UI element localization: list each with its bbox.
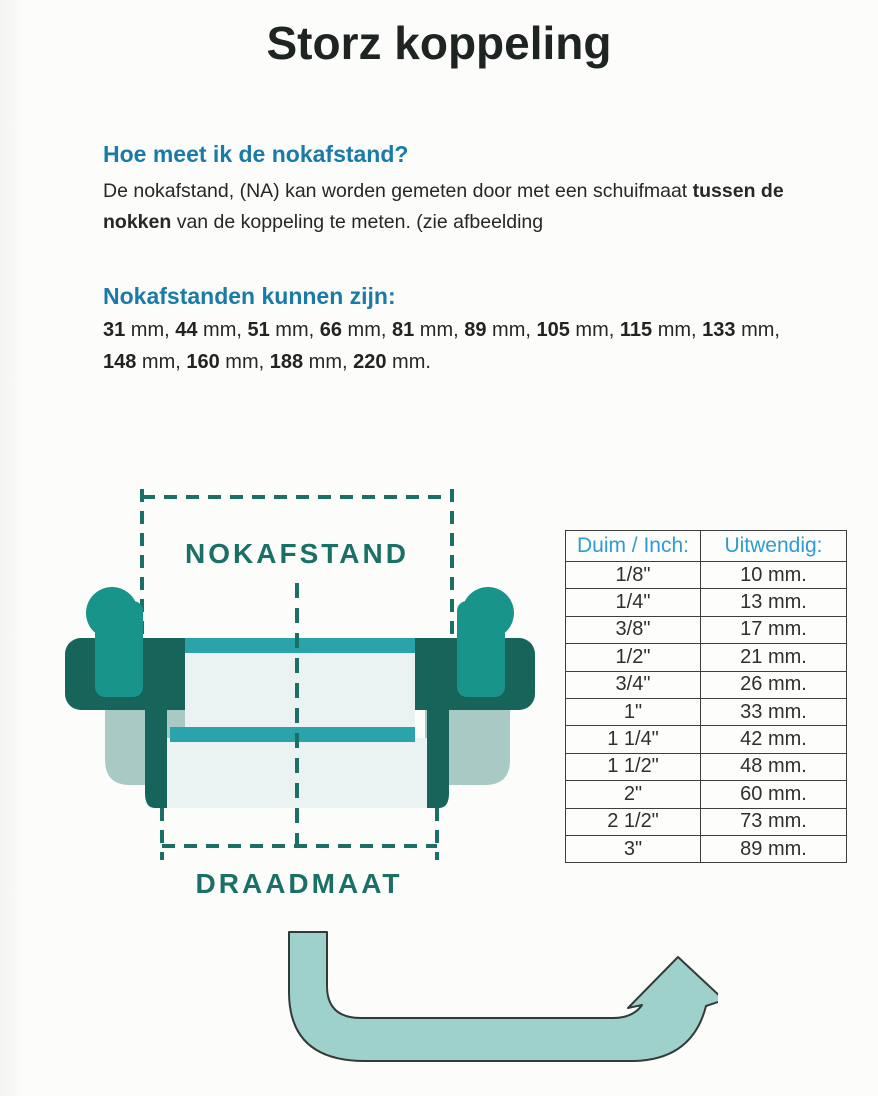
distance-value: 220 (353, 351, 387, 374)
coupling-diagram-svg (55, 475, 545, 905)
cell-uitwendig: 42 mm. (701, 726, 847, 753)
cell-duim-inch: 1/8" (566, 562, 701, 589)
cell-duim-inch: 1" (566, 698, 701, 725)
cell-uitwendig: 13 mm. (701, 589, 847, 616)
distance-value: 148 (103, 351, 137, 374)
cell-duim-inch: 3/4" (566, 671, 701, 698)
table-row (566, 616, 847, 643)
table-row (566, 589, 847, 616)
distance-value: 66 (319, 319, 342, 341)
distance-value: 105 (536, 319, 570, 341)
cell-uitwendig: 33 mm. (701, 698, 847, 725)
cell-duim-inch: 3" (566, 835, 701, 862)
table-row (566, 726, 847, 753)
column-header-uitwendig: Uitwendig: (701, 531, 847, 562)
distance-values-list: 31 mm, 44 mm, 51 mm, 66 mm, 81 mm, 89 mm, 105 mm, 115 mm, 133 mm, 148 mm, 160 mm, 188 mm, 220 mm. (103, 319, 780, 374)
paragraph-text-pre: De nokafstand, (NA) kan worden gemeten door met een schuifmaat (103, 180, 693, 202)
distance-value: 51 (247, 319, 270, 341)
curved-arrow-shape (289, 932, 718, 1061)
table-row (566, 808, 847, 835)
cell-uitwendig: 60 mm. (701, 781, 847, 808)
paragraph-text-bold: tussen de nokken (103, 180, 784, 233)
distance-value: 31 (103, 319, 126, 341)
size-conversion-table (565, 530, 847, 863)
section-heading-how-to-measure: Hoe meet ik de nokafstand? (103, 141, 409, 167)
cell-duim-inch: 1/2" (566, 644, 701, 671)
coupling-body (65, 587, 535, 808)
distance-value: 81 (392, 319, 415, 341)
how-to-measure-paragraph (103, 176, 793, 238)
distance-value: 89 (464, 319, 487, 341)
section-heading-distances: Nokafstanden kunnen zijn: (103, 283, 396, 309)
cell-uitwendig: 21 mm. (701, 644, 847, 671)
cell-duim-inch: 2" (566, 781, 701, 808)
table-row (566, 835, 847, 862)
table-row (566, 698, 847, 725)
cell-duim-inch: 1 1/2" (566, 753, 701, 780)
cell-uitwendig: 26 mm. (701, 671, 847, 698)
table-row (566, 671, 847, 698)
table-row (566, 781, 847, 808)
distance-value: 44 (175, 319, 198, 341)
cell-uitwendig: 48 mm. (701, 753, 847, 780)
cell-uitwendig: 17 mm. (701, 616, 847, 643)
cell-uitwendig: 73 mm. (701, 808, 847, 835)
page-title: Storz koppeling (266, 17, 612, 69)
cell-duim-inch: 2 1/2" (566, 808, 701, 835)
paragraph-text-post: van de koppeling te meten. (zie afbeelding (171, 210, 544, 233)
cell-uitwendig: 89 mm. (701, 835, 847, 862)
distance-value: 160 (186, 351, 220, 374)
distance-value: 188 (269, 351, 304, 374)
table-row (566, 753, 847, 780)
distance-value: 115 (619, 319, 653, 341)
coupling-thread (167, 738, 437, 808)
column-header-duim-inch: Duim / Inch: (566, 531, 701, 562)
cell-uitwendig: 10 mm. (701, 562, 847, 589)
distance-value: 133 (702, 319, 736, 341)
draadmaat-dashed-box (162, 808, 437, 860)
flow-arrow-svg (283, 924, 718, 1082)
table-header-row (566, 531, 847, 562)
table-row (566, 644, 847, 671)
cell-duim-inch: 3/8" (566, 616, 701, 643)
coupling-diagram (55, 475, 545, 905)
table-row (566, 562, 847, 589)
cell-duim-inch: 1 1/4" (566, 726, 701, 753)
flow-arrow (283, 924, 718, 1082)
draadmaat-label: DRAADMAAT (195, 868, 403, 899)
cell-duim-inch: 1/4" (566, 589, 701, 616)
nokafstand-label: NOKAFSTAND (185, 538, 409, 569)
